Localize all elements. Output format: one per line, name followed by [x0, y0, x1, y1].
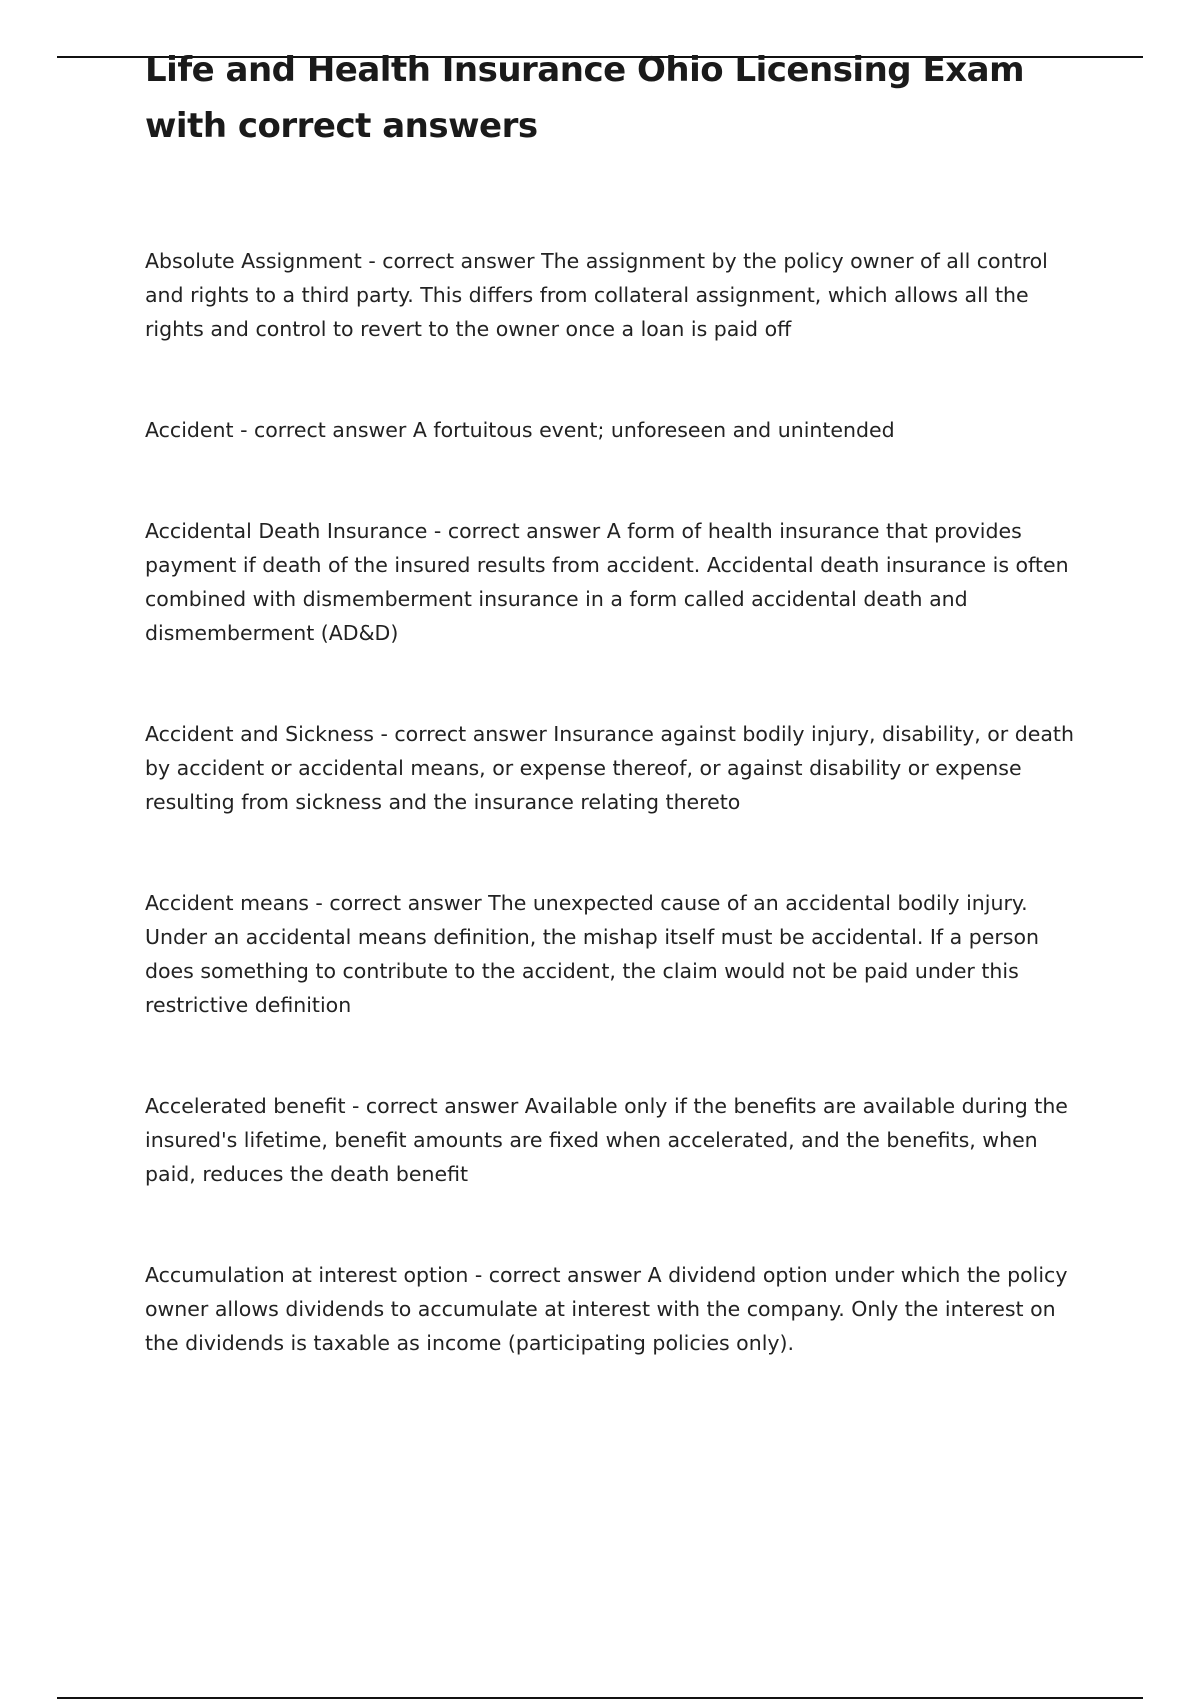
entry-accidental-death-insurance: Accidental Death Insurance - correct answer A form of health insurance that provides payment if death of the insured results from accident. Accidental death insurance is often combined with dismemberment insurance in a form called accidental death and dismemberment (AD&D): [145, 519, 1069, 645]
entry-absolute-assignment: Absolute Assignment - correct answer The assignment by the policy owner of all control and rights to a third party. This differs from collateral assignment, which allows all the rights and control to revert to the owner once a loan is paid off: [145, 249, 1048, 341]
entry-accumulation-at-interest-option: Accumulation at interest option - correct answer A dividend option under which the policy owner allows dividends to accumulate at interest with the company. Only the interest on the dividends is taxable as income (participating policies only).: [145, 1263, 1068, 1355]
document-title: Life and Health Insurance Ohio Licensing Exam with correct answers: [145, 50, 1024, 146]
entry-accident-and-sickness: Accident and Sickness - correct answer Insurance against bodily injury, disability, or death by accident or accidental means, or expense thereof, or against disability or expense resulting from sickness and the insurance relating thereto: [145, 722, 1074, 814]
entry-accelerated-benefit: Accelerated benefit - correct answer Available only if the benefits are available during the insured's lifetime, benefit amounts are fixed when accelerated, and the benefits, when paid, reduces the death benefit: [145, 1094, 1068, 1186]
entry-accident: Accident - correct answer A fortuitous event; unforeseen and unintended: [145, 418, 895, 442]
entry-accident-means: Accident means - correct answer The unexpected cause of an accidental bodily injury. Under an accidental means definition, the mishap itself must be accidental. If a person does something to contribute to the accident, the claim would not be paid under this restrictive definition: [145, 891, 1039, 1017]
entry-list: [145, 244, 1090, 1427]
bottom-rule: [57, 1697, 1143, 1699]
